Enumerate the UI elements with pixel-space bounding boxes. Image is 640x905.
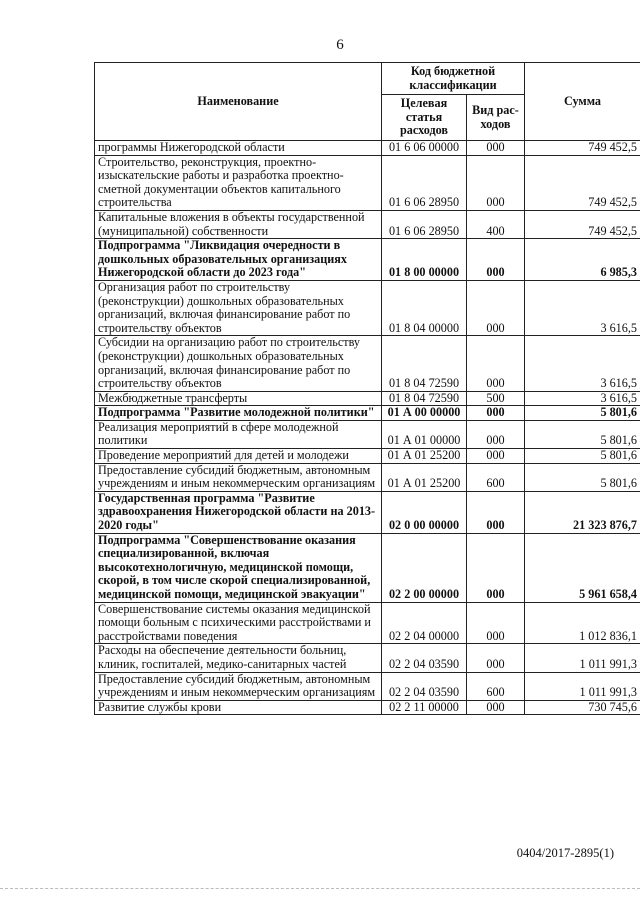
table-row [95, 672, 640, 700]
table-row [95, 533, 640, 602]
row-expense-type-cell: 000 [467, 336, 525, 391]
row-code-cell: 01 6 06 28950 [382, 155, 467, 210]
row-amount-cell: 5 801,6 [525, 406, 640, 421]
row-amount-cell: 5 801,6 [525, 420, 640, 448]
table-row [95, 644, 640, 672]
row-name-cell: Совершенствование системы оказания медицинской помощи больным с психическими расстройствами и расстройствами поведения [95, 602, 382, 644]
row-name-cell: Организация работ по строительству (реконструкции) дошкольных образовательных организаций, включая финансирование работ по строительству объектов [95, 280, 382, 335]
row-amount-cell: 6 985,3 [525, 239, 640, 281]
row-code-cell: 01 8 04 72590 [382, 391, 467, 406]
table-row [95, 449, 640, 464]
row-amount-cell: 5 801,6 [525, 463, 640, 491]
row-name-cell: Межбюджетные трансферты [95, 391, 382, 406]
row-amount-cell: 3 616,5 [525, 391, 640, 406]
table-row [95, 391, 640, 406]
row-code-cell: 01 А 01 00000 [382, 420, 467, 448]
header-amount: Сумма [525, 63, 640, 141]
row-expense-type-cell: 000 [467, 420, 525, 448]
table-body [95, 141, 640, 715]
row-amount-cell: 730 745,6 [525, 700, 640, 715]
row-expense-type-cell: 000 [467, 644, 525, 672]
row-amount-cell: 3 616,5 [525, 280, 640, 335]
row-expense-type-cell: 000 [467, 280, 525, 335]
table-row [95, 420, 640, 448]
bottom-divider [0, 888, 640, 889]
row-amount-cell: 5 801,6 [525, 449, 640, 464]
header-target-article: Целевая статья расходов [382, 95, 467, 141]
header-name: Наименование [95, 63, 382, 141]
row-code-cell: 01 А 00 00000 [382, 406, 467, 421]
row-code-cell: 01 8 04 72590 [382, 336, 467, 391]
row-amount-cell: 1 011 991,3 [525, 644, 640, 672]
table-row [95, 141, 640, 156]
row-code-cell: 01 6 06 28950 [382, 210, 467, 238]
row-name-cell: Проведение мероприятий для детей и молодежи [95, 449, 382, 464]
row-name-cell: Государственная программа "Развитие здравоохранения Нижегородской области на 2013-2020 годы" [95, 491, 382, 533]
row-expense-type-cell: 000 [467, 700, 525, 715]
row-code-cell: 02 2 11 00000 [382, 700, 467, 715]
document-code: 0404/2017-2895(1) [516, 846, 614, 860]
row-amount-cell: 1 012 836,1 [525, 602, 640, 644]
table-row [95, 336, 640, 391]
row-name-cell: Подпрограмма "Ликвидация очередности в дошкольных образовательных организациях Нижегородской области до 2023 года" [95, 239, 382, 281]
row-code-cell: 02 2 04 03590 [382, 672, 467, 700]
table-row [95, 210, 640, 238]
row-expense-type-cell: 600 [467, 672, 525, 700]
row-name-cell: Подпрограмма "Совершенствование оказания специализированной, включая высокотехнологичную, медицинской помощи, скорой, в том числе скорой специализированной, медицинской помощи, медицинской эвакуации" [95, 533, 382, 602]
row-name-cell: Подпрограмма "Развитие молодежной политики" [95, 406, 382, 421]
row-code-cell: 01 А 01 25200 [382, 463, 467, 491]
table-row [95, 239, 640, 281]
row-code-cell: 02 2 04 00000 [382, 602, 467, 644]
row-code-cell: 02 2 04 03590 [382, 644, 467, 672]
row-expense-type-cell: 000 [467, 406, 525, 421]
row-name-cell: Капитальные вложения в объекты государственной (муниципальной) собственности [95, 210, 382, 238]
row-name-cell: Строительство, реконструкция, проектно-изыскательские работы и разработка проектно-сметной документации объектов капитального строительства [95, 155, 382, 210]
row-name-cell: программы Нижегородской области [95, 141, 382, 156]
table-row [95, 155, 640, 210]
row-name-cell: Субсидии на организацию работ по строительству (реконструкции) дошкольных образовательных организаций, включая финансирование работ по строительству объектов [95, 336, 382, 391]
row-expense-type-cell: 000 [467, 491, 525, 533]
row-expense-type-cell: 000 [467, 239, 525, 281]
row-code-cell: 02 0 00 00000 [382, 491, 467, 533]
row-amount-cell: 21 323 876,7 [525, 491, 640, 533]
header-code-group: Код бюджетной классификации [382, 63, 525, 95]
header-row-top [95, 63, 640, 95]
row-amount-cell: 1 011 991,3 [525, 672, 640, 700]
row-code-cell: 01 6 06 00000 [382, 141, 467, 156]
row-expense-type-cell: 500 [467, 391, 525, 406]
page-number: 6 [336, 37, 344, 53]
row-code-cell: 01 8 04 00000 [382, 280, 467, 335]
row-expense-type-cell: 000 [467, 141, 525, 156]
row-code-cell: 02 2 00 00000 [382, 533, 467, 602]
row-expense-type-cell: 400 [467, 210, 525, 238]
row-name-cell: Предоставление субсидий бюджетным, автономным учреждениям и иным некоммерческим организациям [95, 672, 382, 700]
row-amount-cell: 5 961 658,4 [525, 533, 640, 602]
row-amount-cell: 749 452,5 [525, 155, 640, 210]
row-amount-cell: 749 452,5 [525, 141, 640, 156]
table-row [95, 463, 640, 491]
row-expense-type-cell: 000 [467, 533, 525, 602]
row-name-cell: Предоставление субсидий бюджетным, автономным учреждениям и иным некоммерческим организациям [95, 463, 382, 491]
row-amount-cell: 3 616,5 [525, 336, 640, 391]
row-name-cell: Реализация мероприятий в сфере молодежной политики [95, 420, 382, 448]
budget-table [94, 62, 640, 715]
row-expense-type-cell: 000 [467, 449, 525, 464]
row-name-cell: Развитие службы крови [95, 700, 382, 715]
table-row [95, 406, 640, 421]
row-code-cell: 01 А 01 25200 [382, 449, 467, 464]
row-expense-type-cell: 000 [467, 155, 525, 210]
header-expense-type: Вид рас- ходов [467, 95, 525, 141]
table-row [95, 602, 640, 644]
table-row [95, 280, 640, 335]
row-expense-type-cell: 600 [467, 463, 525, 491]
row-expense-type-cell: 000 [467, 602, 525, 644]
row-amount-cell: 749 452,5 [525, 210, 640, 238]
row-name-cell: Расходы на обеспечение деятельности больниц, клиник, госпиталей, медико-санитарных частей [95, 644, 382, 672]
table-row [95, 700, 640, 715]
table-row [95, 491, 640, 533]
row-code-cell: 01 8 00 00000 [382, 239, 467, 281]
